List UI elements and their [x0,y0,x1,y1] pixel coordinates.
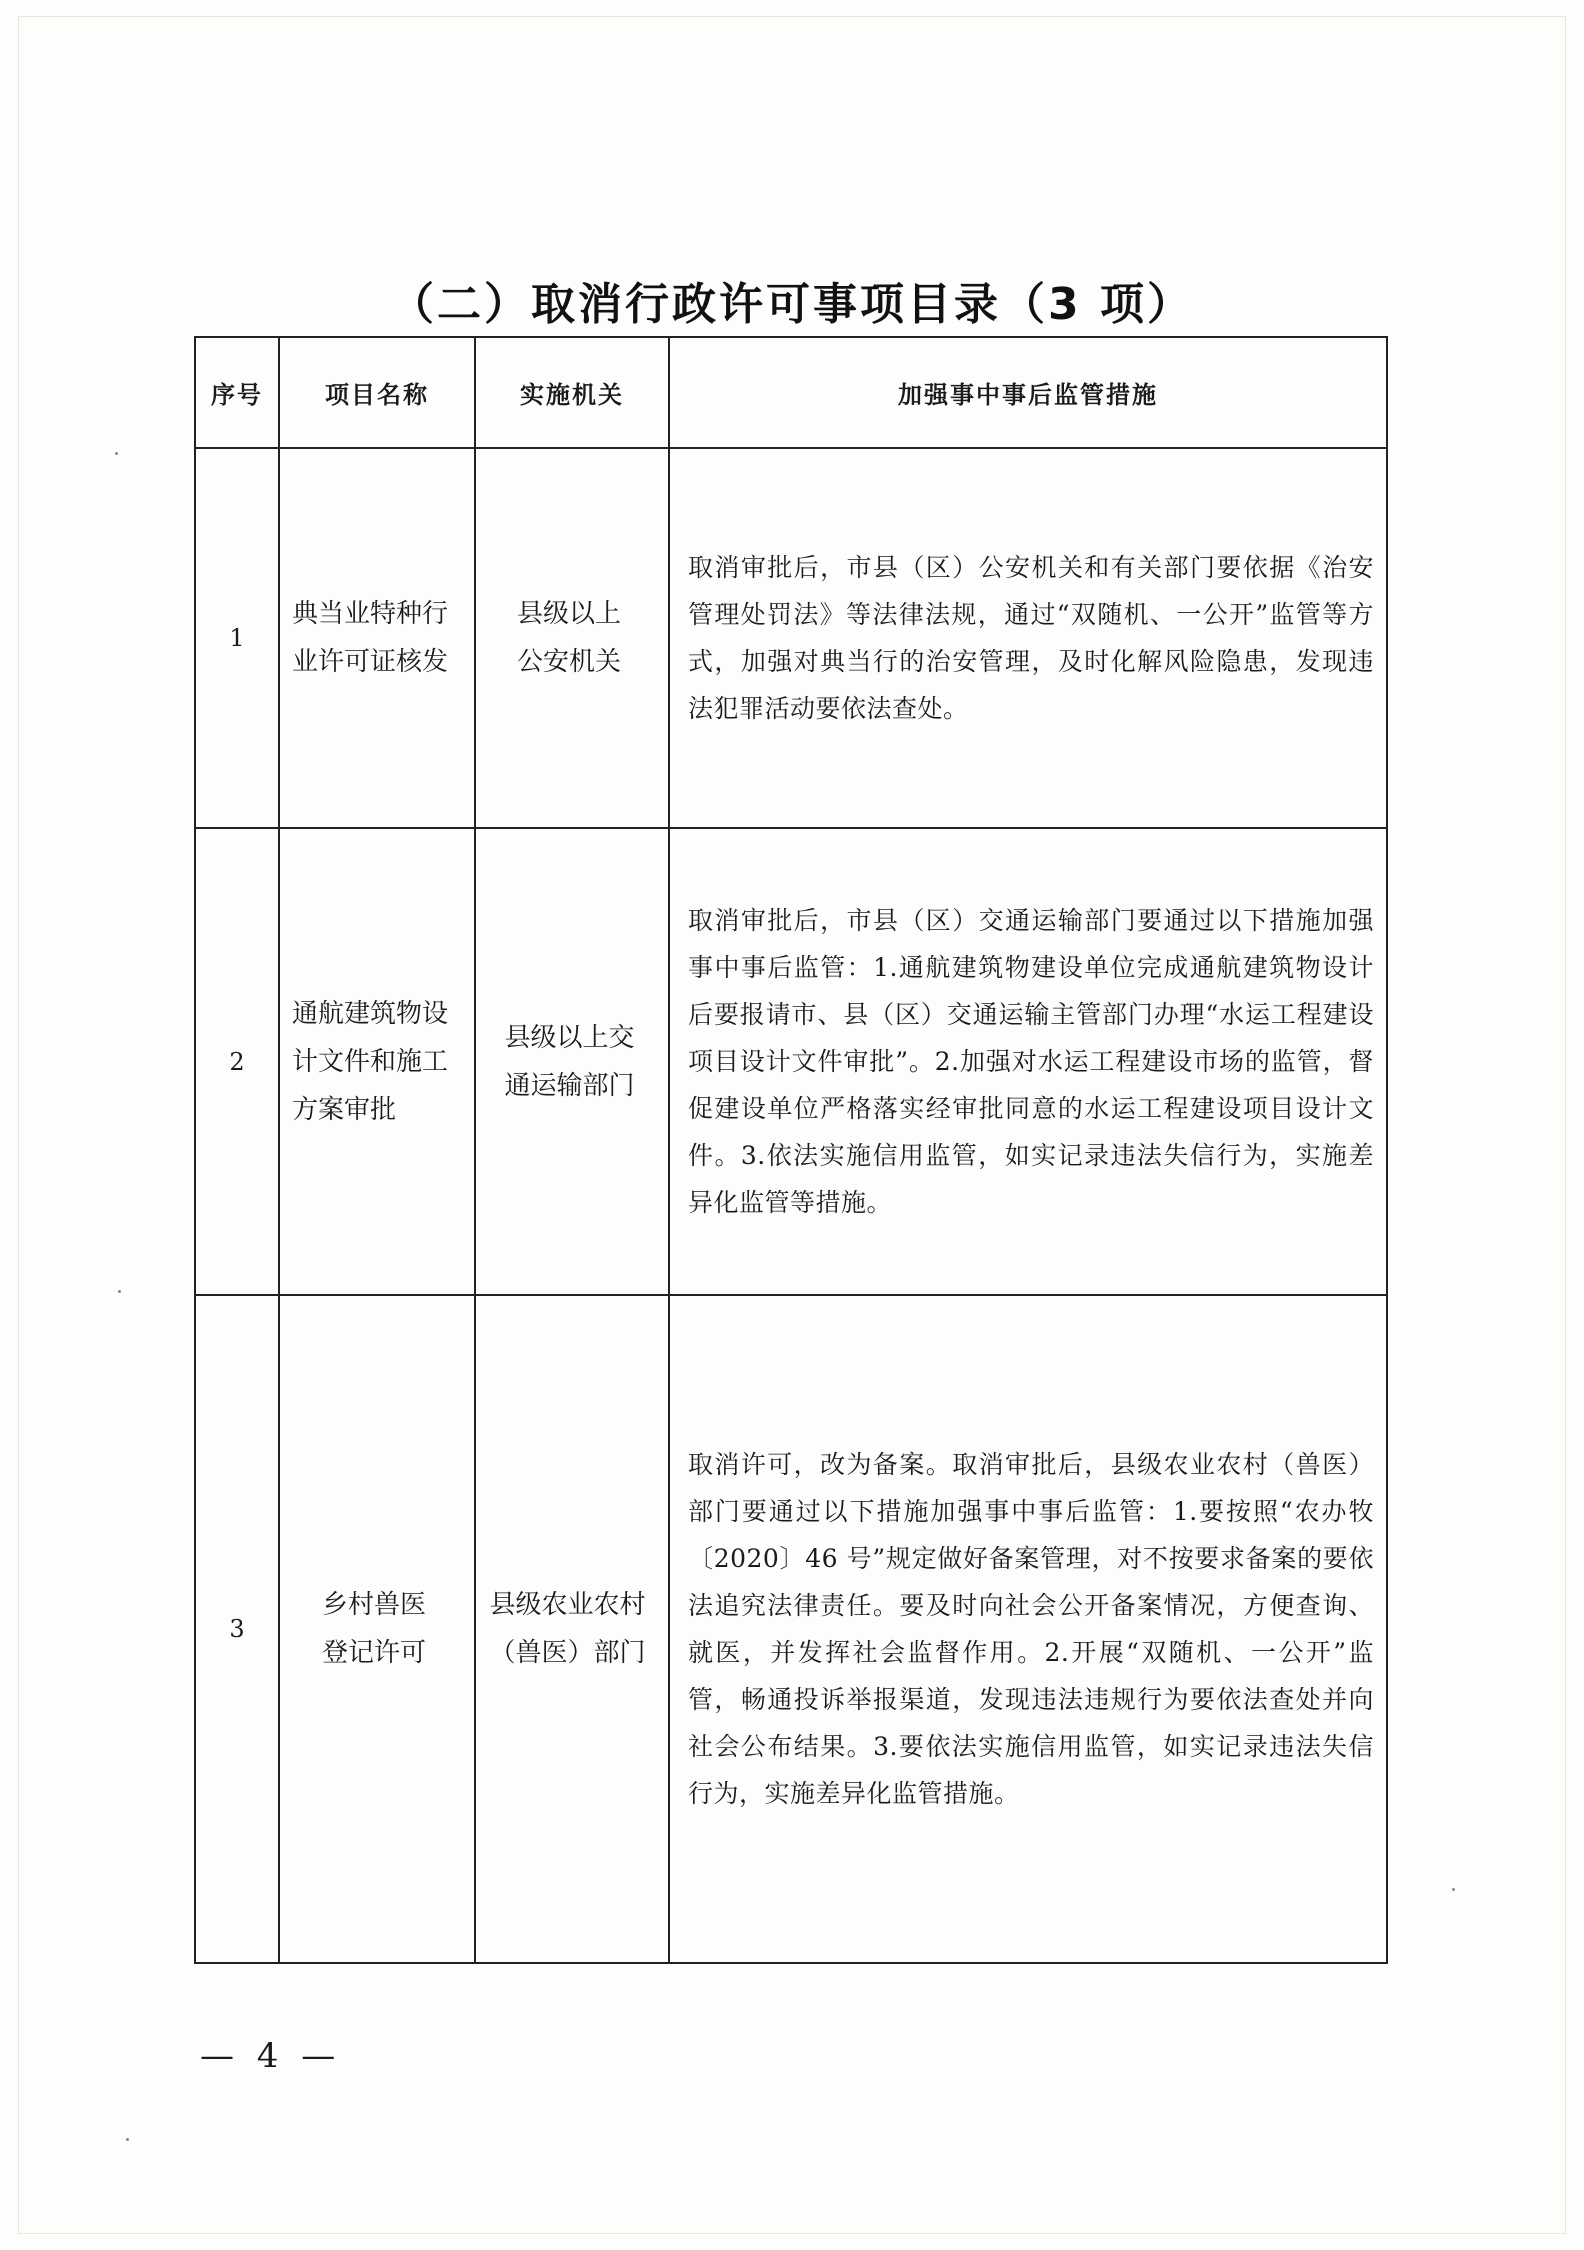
cell-measure: 取消审批后，市县（区）公安机关和有关部门要依据《治安管理处罚法》等法律法规，通过“双随机、一公开”监管等方式，加强对典当行的治安管理，及时化解风险隐患，发现违法犯罪活动要依法查处。 [669,448,1387,828]
header-measure: 加强事中事后监管措施 [669,337,1387,448]
header-no: 序号 [195,337,279,448]
catalog-table [194,336,1388,1964]
header-name: 项目名称 [279,337,475,448]
cell-org [475,1295,669,1963]
cell-no: 1 [195,448,279,828]
cell-org-text: 县级以上交通运输部门 [504,1022,635,1101]
cell-org [475,448,669,828]
cell-name-text: 典当业特种行业许可证核发 [292,599,449,677]
cell-org-text: 县级以上公安机关 [517,599,622,677]
table-header-row [195,337,1387,448]
cell-measure: 取消许可，改为备案。取消审批后，县级农业农村（兽医）部门要通过以下措施加强事中事后监管：1.要按照“农办牧〔2020〕46 号”规定做好备案管理，对不按要求备案的要依法追究法律责任。要及时向社会公开备案情况，方便查询、就医，并发挥社会监督作用。2.开展“双随机、一公开”监管，畅通投诉举报渠道，发现违法违规行为要依法查处并向社会公布结果。3.要依法实施信用监管，如实记录违法失信行为，实施差异化监管措施。 [669,1295,1387,1963]
cell-name [279,1295,475,1963]
scan-speck [118,1290,121,1293]
table-row [195,1295,1387,1963]
cell-name [279,448,475,828]
cell-name-text: 通航建筑物设计文件和施工方案审批 [292,998,449,1125]
table-row [195,828,1387,1295]
cell-measure: 取消审批后，市县（区）交通运输部门要通过以下措施加强事中事后监管：1.通航建筑物建设单位完成通航建筑物设计后要报请市、县（区）交通运输主管部门办理“水运工程建设项目设计文件审批”。2.加强对水运工程建设市场的监管，督促建设单位严格落实经审批同意的水运工程建设项目设计文件。3.依法实施信用监管，如实记录违法失信行为，实施差异化监管等措施。 [669,828,1387,1295]
document-title: （二）取消行政许可事项目录（3 项） [390,279,1194,330]
cell-org [475,828,669,1295]
scan-speck [115,452,118,455]
scan-speck [1452,1888,1455,1891]
cell-name-text: 乡村兽医登记许可 [322,1590,427,1668]
scan-speck [126,2138,129,2141]
cell-org-text: 县级农业农村（兽医）部门 [489,1590,646,1668]
table-row [195,448,1387,828]
cell-no: 3 [195,1295,279,1963]
page-number: — 4 — [200,2036,342,2076]
cell-name [279,828,475,1295]
header-org: 实施机关 [475,337,669,448]
cell-no: 2 [195,828,279,1295]
